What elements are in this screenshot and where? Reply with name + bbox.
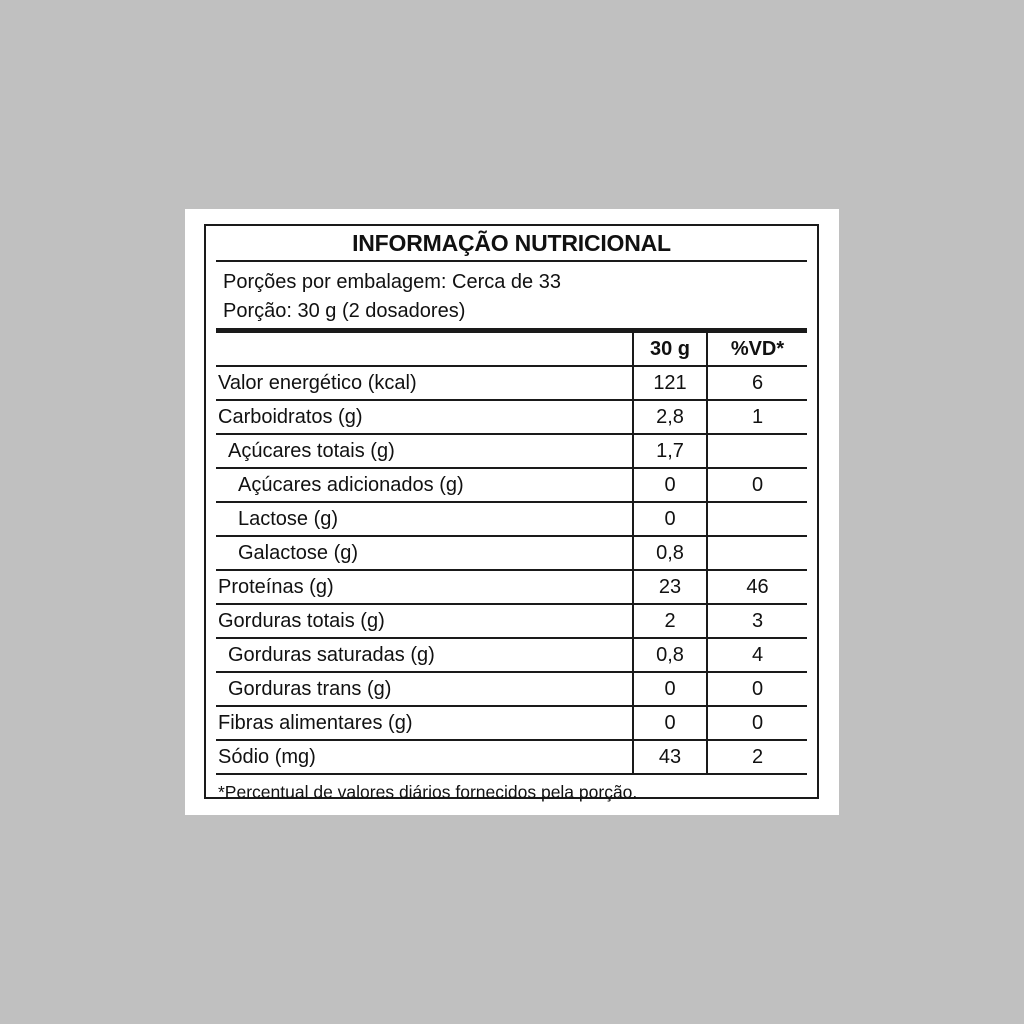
nutrition-table	[216, 333, 807, 775]
nutrient-daily-value: 46	[746, 576, 769, 598]
nutrient-daily-value: 0	[751, 712, 764, 734]
nutrient-daily-value: 1	[751, 406, 764, 428]
nutrient-amount: 0	[634, 469, 708, 501]
table-row	[216, 367, 807, 401]
table-row	[216, 673, 807, 707]
nutrient-daily-value: 0	[751, 474, 764, 496]
serving-info	[216, 262, 807, 333]
table-row	[216, 741, 807, 775]
nutrient-name: Carboidratos (g)	[216, 401, 634, 433]
nutrient-daily-value: 4	[751, 644, 764, 666]
header-name-cell	[216, 333, 634, 365]
nutrient-amount: 2	[634, 605, 708, 637]
table-row	[216, 571, 807, 605]
table-row	[216, 503, 807, 537]
nutrient-name: Açúcares adicionados (g)	[216, 469, 634, 501]
nutrient-amount: 0	[634, 673, 708, 705]
nutrient-amount: 0,8	[634, 639, 708, 671]
nutrient-amount: 1,7	[634, 435, 708, 467]
nutrient-name: Lactose (g)	[216, 503, 634, 535]
nutrient-name: Fibras alimentares (g)	[216, 707, 634, 739]
serving-size: Porção: 30 g (2 dosadores)	[223, 300, 466, 322]
table-row	[216, 605, 807, 639]
nutrient-amount: 23	[634, 571, 708, 603]
servings-per-package: Porções por embalagem: Cerca de 33	[223, 271, 561, 293]
nutrient-amount: 0,8	[634, 537, 708, 569]
nutrient-amount: 2,8	[634, 401, 708, 433]
nutrient-name: Sódio (mg)	[216, 741, 634, 773]
nutrient-amount: 0	[634, 503, 708, 535]
table-row	[216, 435, 807, 469]
nutrient-daily-value	[708, 503, 807, 535]
nutrition-label	[204, 224, 819, 802]
nutrient-name: Galactose (g)	[216, 537, 634, 569]
nutrient-daily-value: 6	[751, 372, 764, 394]
nutrient-daily-value: 0	[751, 678, 764, 700]
table-row	[216, 707, 807, 741]
nutrient-amount: 43	[634, 741, 708, 773]
nutrient-name: Açúcares totais (g)	[216, 435, 634, 467]
table-row	[216, 469, 807, 503]
header-amount: 30 g	[634, 333, 708, 365]
header-daily-value: %VD*	[730, 338, 785, 360]
nutrient-name: Gorduras totais (g)	[216, 605, 634, 637]
nutrient-daily-value	[708, 537, 807, 569]
nutrient-amount: 0	[634, 707, 708, 739]
footnote: *Percentual de valores diários fornecidos pela porção.	[218, 782, 638, 802]
table-header	[216, 333, 807, 367]
nutrient-daily-value: 3	[751, 610, 764, 632]
nutrient-name: Gorduras saturadas (g)	[216, 639, 634, 671]
table-row	[216, 401, 807, 435]
nutrient-daily-value	[708, 435, 807, 467]
label-title: INFORMAÇÃO NUTRICIONAL	[216, 226, 807, 262]
table-row	[216, 639, 807, 673]
nutrient-amount: 121	[634, 367, 708, 399]
table-row	[216, 537, 807, 571]
nutrient-name: Proteínas (g)	[216, 571, 634, 603]
nutrient-name: Valor energético (kcal)	[216, 367, 634, 399]
nutrient-daily-value: 2	[751, 746, 764, 768]
nutrient-name: Gorduras trans (g)	[216, 673, 634, 705]
nutrition-label-card	[185, 209, 839, 815]
